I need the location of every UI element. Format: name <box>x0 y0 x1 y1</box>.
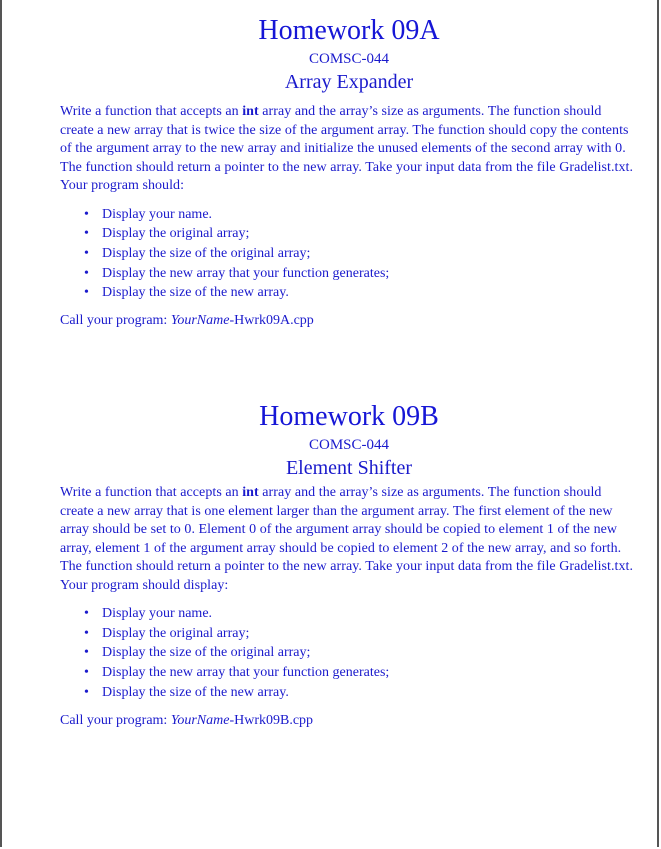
requirement-text: Display the size of the original array; <box>102 645 311 661</box>
requirement-item <box>60 683 638 703</box>
requirement-text: Display the size of the new array. <box>102 285 289 301</box>
filename-placeholder: YourName <box>170 712 230 728</box>
requirement-item <box>60 283 638 303</box>
bullet-icon: • <box>84 645 89 661</box>
requirement-text: Display your name. <box>102 606 213 621</box>
description-text-rest: array and the array’s size as arguments. The function should create a new array that is one element larger than the argument array. The first element of the new array should be set to 0. Element 0 of the argument array should be copied to element 1 of the new array, element 1 of the argument array should be copied to element 2 of the new array, and so forth. The function should return a pointer to the new array. Take your input data from the file Gradelist.txt. Your program should display: <box>60 485 633 593</box>
filename-prefix: Call your program: <box>60 313 171 329</box>
requirements-list <box>60 604 638 703</box>
filename-suffix: -Hwrk09A.cpp <box>229 313 314 329</box>
homework-09b-section <box>60 400 638 730</box>
description-text-start: Write a function that accepts an <box>60 104 243 119</box>
homework-09a-section <box>60 14 638 330</box>
bullet-icon: • <box>84 265 89 281</box>
description-text-rest: array and the array’s size as arguments. The function should create a new array that is twice the size of the argument array. The function should copy the contents of the argument array to the new array and initialize the unused elements of the second array with 0. The function should return a pointer to the new array. Take your input data from the file Gradelist.txt. Your program should: <box>60 104 633 193</box>
requirement-text: Display the original array; <box>102 226 250 242</box>
bullet-icon: • <box>84 285 89 301</box>
program-filename-line <box>60 312 638 330</box>
program-filename-line <box>60 712 638 730</box>
filename-prefix: Call your program: <box>60 712 171 728</box>
filename-placeholder: YourName <box>170 313 230 329</box>
bullet-icon: • <box>84 625 89 641</box>
description-keyword-int: int <box>242 104 259 119</box>
requirement-text: Display the new array that your function generates; <box>102 265 390 281</box>
description-text-start: Write a function that accepts an <box>60 485 243 500</box>
homework-title: Homework 09B <box>259 401 439 432</box>
requirement-item <box>60 624 638 644</box>
requirement-item <box>60 264 638 284</box>
description-keyword-int: int <box>242 485 259 500</box>
requirement-item <box>60 604 638 624</box>
assignment-subtitle: Array Expander <box>284 71 414 93</box>
assignment-description <box>60 484 638 595</box>
requirement-text: Display the new array that your function generates; <box>102 665 390 681</box>
requirement-text: Display the size of the new array. <box>102 684 289 700</box>
bullet-icon: • <box>84 665 89 681</box>
requirement-item <box>60 643 638 663</box>
bullet-icon: • <box>84 226 89 242</box>
bullet-icon: • <box>84 206 89 222</box>
course-code: COMSC-044 <box>308 51 390 67</box>
requirement-item <box>60 663 638 683</box>
assignment-description <box>60 103 638 196</box>
assignment-subtitle: Element Shifter <box>285 457 413 479</box>
filename-suffix: -Hwrk09B.cpp <box>229 712 314 728</box>
bullet-icon: • <box>84 245 89 261</box>
requirement-text: Display the size of the original array; <box>102 245 311 261</box>
homework-title: Homework 09A <box>258 15 440 46</box>
course-code: COMSC-044 <box>308 437 390 453</box>
requirement-text: Display the original array; <box>102 625 250 641</box>
bullet-icon: • <box>84 684 89 700</box>
requirement-item <box>60 244 638 264</box>
bullet-icon: • <box>84 606 89 621</box>
requirement-item <box>60 224 638 244</box>
requirements-list <box>60 205 638 304</box>
requirement-text: Display your name. <box>102 206 213 222</box>
requirement-item <box>60 205 638 225</box>
